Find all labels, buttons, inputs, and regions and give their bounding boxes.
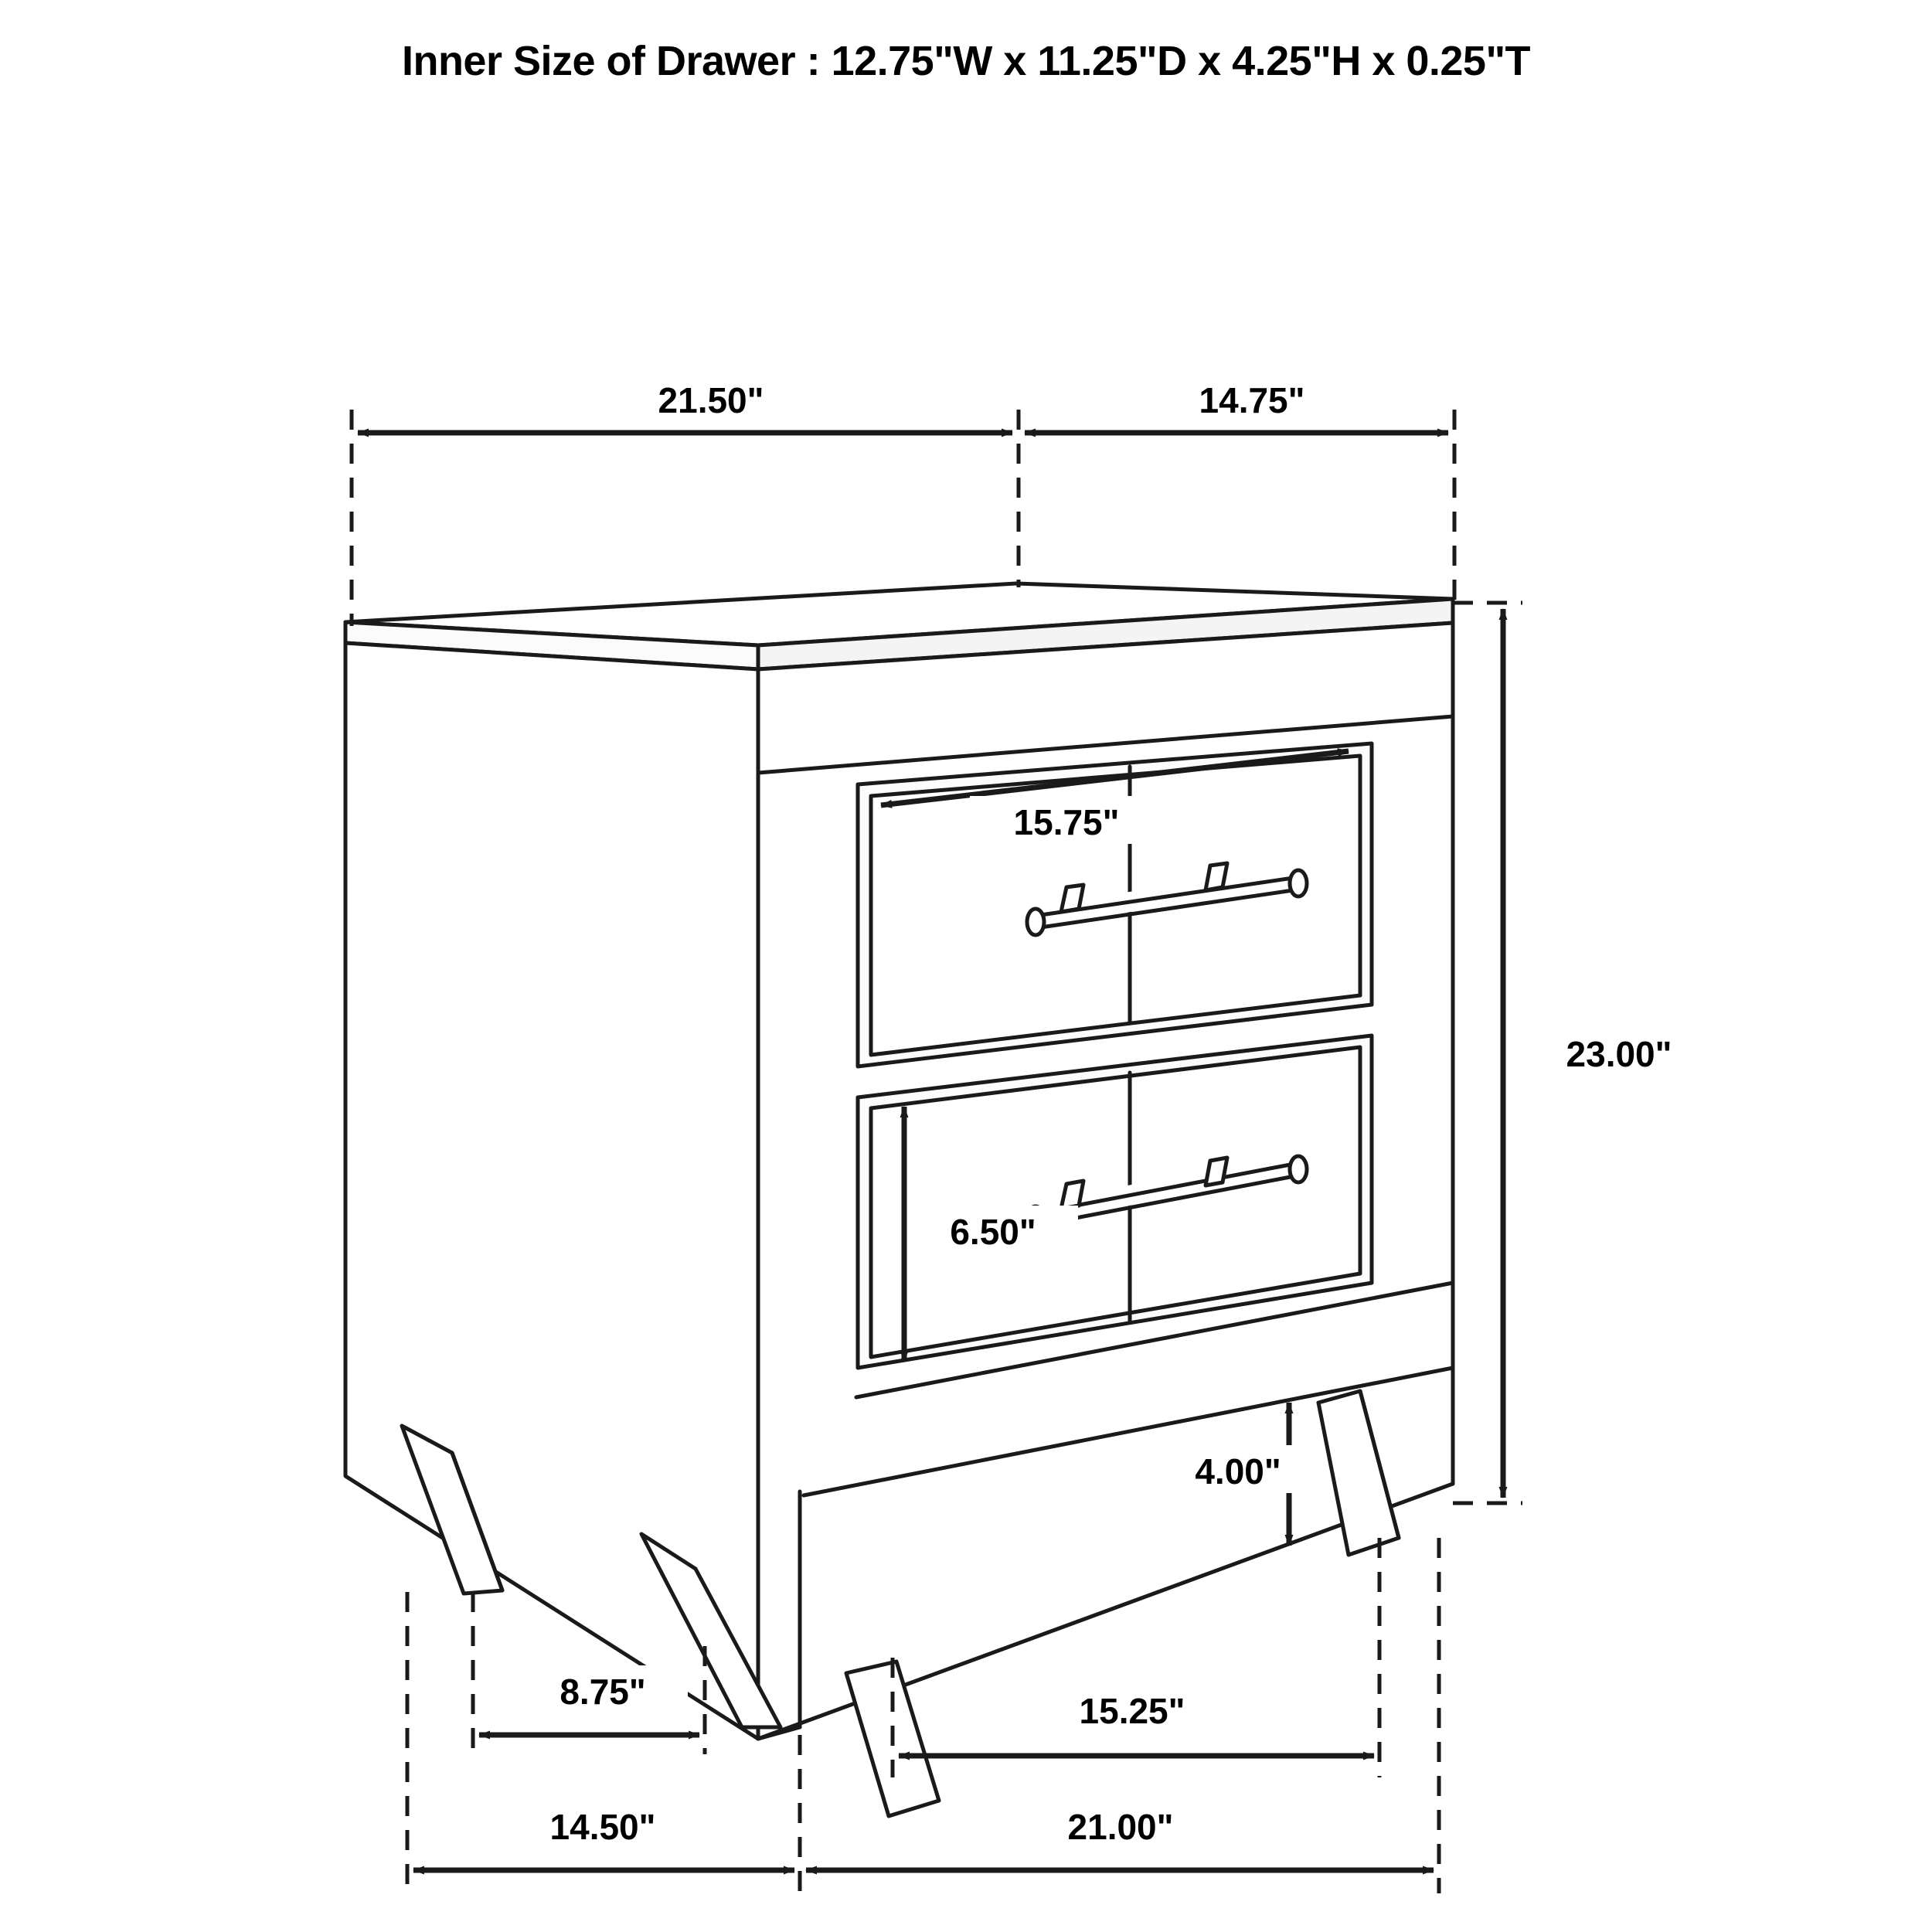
label-right-height: 23.00" — [1566, 1034, 1672, 1074]
label-drawer-width: 15.75" — [1013, 802, 1120, 842]
label-top-right: 14.75" — [1199, 380, 1305, 420]
label-drawer-height: 6.50" — [950, 1212, 1036, 1252]
label-leg-height: 4.00" — [1195, 1451, 1281, 1492]
label-bottom-left-outer: 14.50" — [549, 1807, 656, 1847]
label-bottom-right-inner: 15.25" — [1079, 1691, 1185, 1731]
page-title: Inner Size of Drawer : 12.75"W x 11.25"D x 4.25"H x 0.25"T — [401, 38, 1531, 84]
label-bottom-right-outer: 21.00" — [1067, 1807, 1174, 1847]
label-top-left: 21.50" — [658, 380, 764, 420]
label-bottom-left-inner: 8.75" — [560, 1672, 646, 1712]
nightstand-illustration — [345, 583, 1453, 1816]
